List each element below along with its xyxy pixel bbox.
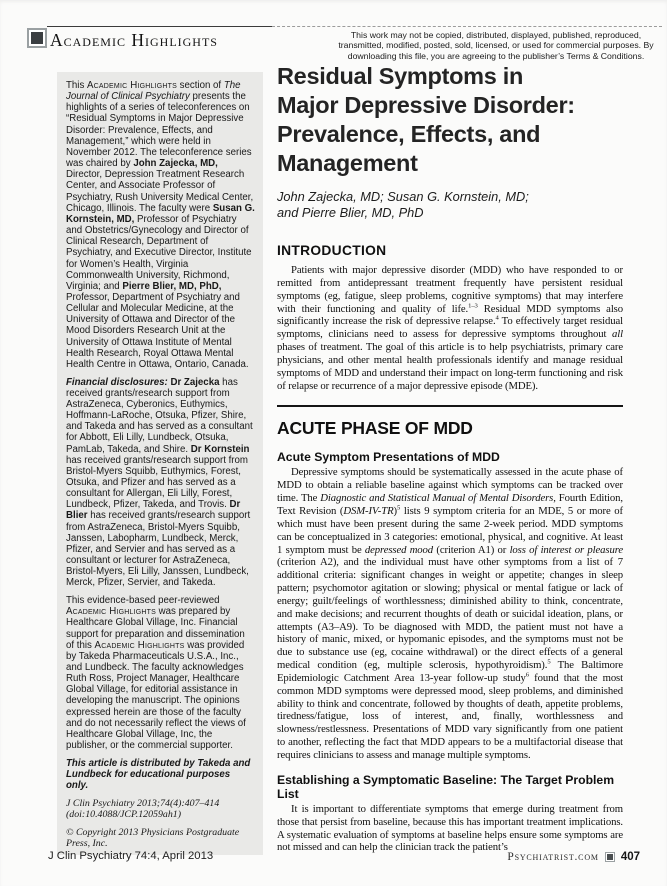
section-divider-rule: [277, 405, 623, 407]
sidebar-paragraph: © Copyright 2013 Physicians Postgraduate Press, Inc.: [66, 826, 240, 849]
authors-line: and Pierre Blier, MD, PhD: [277, 204, 424, 220]
acute-phase-heading: ACUTE PHASE OF MDD: [277, 418, 473, 439]
sidebar-paragraph: Financial disclosures: Dr Zajecka has received grants/research support from AstraZeneca, Cyberonics, Euthymics, Hoffmann-LaRoche, Otsuka, Pfizer, Shire, and Takeda and has served as a consultant for Abbott, Eli Lilly, Lundbeck, Otsuka, PamLab, Takeda, and Shire. Dr Kornstein has received grants/research support from Bristol-Myers Squibb, Euthymics, Forest, Otsuka, and Pfizer and has served as a consultant for Allergan, Eli Lilly, Forest, Lundbeck, Pfizer, Takeda, and Trovis. Dr Blier has received grants/research support from AstraZeneca, Bristol-Myers Squibb, Janssen, Labopharm, Lundbeck, Merck, Pfizer, and Servier and has served as a consultant or lecturer for AstraZeneca, Bristol-Myers, Eli Lilly, Janssen, Lundbeck, Merck, Pfizer, Servier, and Takeda.: [66, 376, 253, 589]
article-title: [277, 62, 623, 178]
introduction-paragraph: Patients with major depressive disorder (MDD) who have responded to or remitted from antidepressant treatment frequently have persistent residual symptoms (eg, fatigue, sleep problems, cognitive symptoms) that may interfere with their functioning and quality of life.$^{1-3}$ Residual MDD symptoms also significantly increase the risk of depressive relapse.$^4$ To effectively target residual symptoms, clinicians need to assess for depressive symptoms throughout all phases of treatment. The goal of this article is to help psychiatrists, primary care physicians, and other mental health professionals identify and manage residual symptoms of MDD and understand their impact on long-term functioning and risk of relapse or recurrence of a major depressive episode (MDE).: [277, 264, 623, 392]
article-column: [277, 62, 623, 854]
acute-sub2-paragraph: It is important to differentiate symptoms that emerge during treatment from those that persist from baseline, because this has important treatment implications. A systematic evaluation of symptoms at baseline helps ensure some symptoms are not missed and can help the clinician track the patient’s: [277, 802, 623, 854]
article-authors: [277, 189, 623, 220]
footer-right-group: [507, 851, 640, 863]
authors-line: John Zajecka, MD; Susan G. Kornstein, MD;: [277, 189, 529, 204]
footer-page-number: 407: [620, 851, 640, 863]
footer-site-name: Psychiatrist.com: [507, 851, 599, 863]
acute-sub1-paragraph: Depressive symptoms should be systematically assessed in the acute phase of MDD to obtain a reliable baseline against which symptoms can be tracked over time. The Diagnostic and Statistical Manual of Mental Disorders, Fourth Edition, Text Revision $(DSM-IV-TR)^5$ lists 9 symptom criteria for an MDE, 5 or more of which must have been present during the same 2-week period. MDD symptoms can be conceptualized in 3 categories: emotional, physical, and cognitive. At least 1 symptom must be depressed mood (criterion A1) or loss of interest or pleasure (criterion A2), and the individual must have other symptoms from a list of 7 additional criteria: significant changes in weight or appetite; changes in sleep pattern; psychomotor agitation or slowing; physical or mental fatigue or lack of energy; guilt/feelings of worthlessness; diminished ability to think, concentrate, and make decisions; and recurrent thoughts of death or suicidal ideation, plans, or attempts (A3–A9). To be diagnosed with MDD, the patient must not have a history of manic, mixed, or hypomanic episodes, and the symptoms must not be due to substance use (eg, cocaine withdrawal) or the direct effects of a general medical condition (eg, multiple sclerosis, hypothyroidism).$^5$ The Baltimore Epidemiologic Catchment Area 13-year follow-up study$^6$ found that the most common MDD symptoms were depressed mood, sleep problems, and diminished ability to think and concentrate, followed by thoughts of death, appetite problems, tiredness/fatigue, loss of interest, and, finally, worthlessness and slowness/restlessness. Presentations of MDD vary significantly from one patient to another, reflecting the fact that MDD appears to be a multifactorial disease that requires clinicians to assess and manage multiple symptoms.: [277, 466, 624, 761]
article-title-line: Major Depressive Disorder:: [277, 92, 575, 118]
article-title-line: Prevalence, Effects, and Management: [277, 121, 541, 176]
acute-sub1-heading: Acute Symptom Presentations of MDD: [277, 450, 500, 465]
header-rule: [47, 26, 272, 27]
sidebar-paragraph: J Clin Psychiatry 2013;74(4):407–414 (doi:10.4088/JCP.12059ah1): [66, 797, 220, 820]
disclaimer-rule: [272, 26, 662, 27]
section-brand: Academic Highlights: [50, 30, 218, 50]
footer-square-icon: [606, 853, 614, 861]
sidebar-paragraph: This article is distributed by Takeda and Lundbeck for educational purposes only.: [66, 757, 251, 792]
journal-logo-square-icon: [29, 30, 45, 46]
copyright-disclaimer: This work may not be copied, distributed, displayed, published, reproduced, transmitted, modified, posted, sold, licensed, or used for commercial purposes. By downloading this file, you are agreeing to the publisher’s Terms & Conditions.: [338, 30, 654, 61]
sidebar-paragraph: This Academic Highlights section of The Journal of Clinical Psychiatry presents the highlights of a series of teleconferences on “Residual Symptoms in Major Depressive Disorder: Prevalence, Effects, and Management,” which were held in November 2012. The teleconference series was chaired by John Zajecka, MD, Director, Depression Treatment Research Center, and Associate Professor of Psychiatry, Rush University Medical Center, Chicago, Illinois. The faculty were Susan G. Kornstein, MD, Professor of Psychiatry and Obstetrics/Gynecology and Director of Clinical Research, Department of Psychiatry, and Executive Director, Institute for Women’s Health, Virginia Commonwealth University, Richmond, Virginia; and Pierre Blier, MD, PhD, Professor, Department of Psychiatry and Cellular and Molecular Medicine, at the University of Ottawa and Director of the Mood Disorders Research Unit at the University of Ottawa Institute of Mental Health Research, Royal Ottawa Mental Health Centre in Ottawa, Ontario, Canada.: [66, 80, 255, 370]
sidebar-paragraph: This evidence-based peer-reviewed Academic Highlights was prepared by Healthcare Global Village, Inc. Financial support for preparation and dissemination of this Academic Highlights was provided by Takeda Pharmaceuticals U.S.A., Inc., and Lundbeck. The faculty acknowledges Ruth Ross, Project Manager, Healthcare Global Village, for editorial assistance in developing the manuscript. The opinions expressed herein are those of the faculty and do not necessarily reflect the views of Healthcare Global Village, Inc, the publisher, or the commercial supporter.: [66, 595, 246, 752]
sidebar-infobox: [57, 72, 263, 855]
introduction-heading: INTRODUCTION: [277, 243, 387, 258]
article-title-line: Residual Symptoms in: [277, 63, 524, 89]
footer-journal-info: J Clin Psychiatry 74:4, April 2013: [48, 850, 214, 862]
acute-sub2-heading: Establishing a Symptomatic Baseline: The Target Problem List: [277, 772, 615, 801]
